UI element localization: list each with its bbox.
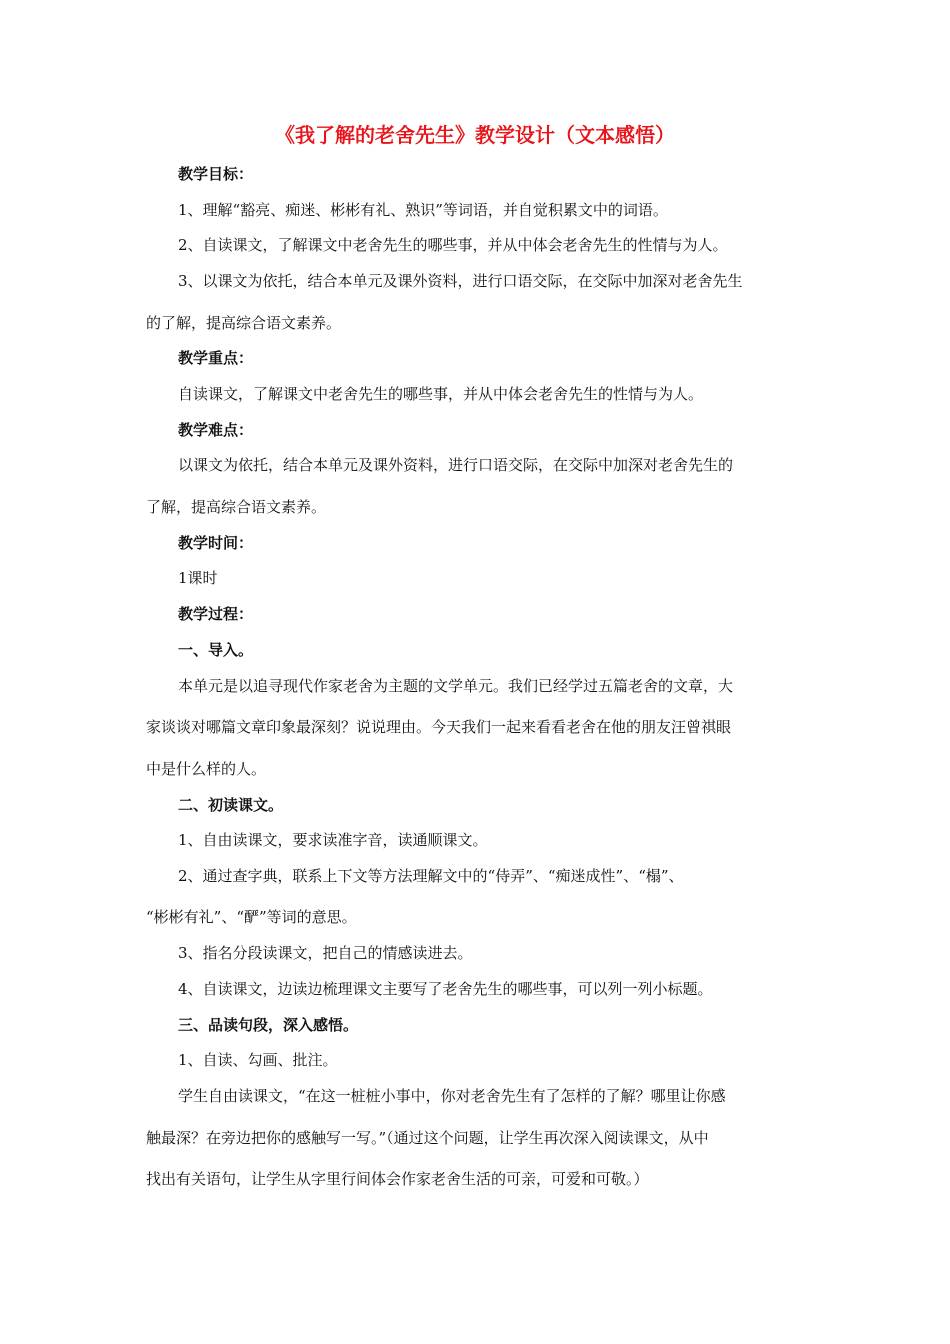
difficulties-heading: 教学难点：: [178, 421, 254, 439]
section-2-item-3: 3、指名分段读课文，把自己的情感读进去。: [178, 944, 473, 962]
section-2-heading: 二、初读课文。: [178, 796, 284, 814]
section-2-item-2-line-2: “彬彬有礼”、“酽”等词的意思。: [146, 908, 357, 926]
process-heading: 教学过程：: [178, 605, 254, 623]
section-3-line-3: 找出有关语句，让学生从字里行间体会作家老舍生活的可亲，可爱和可敬。）: [146, 1170, 649, 1188]
objective-item-1: 1、理解“豁亮、痴迷、彬彬有礼、熟识”等词语，并自觉积累文中的词语。: [178, 201, 668, 219]
objectives-heading: 教学目标：: [178, 165, 254, 183]
objective-item-2: 2、自读课文，了解课文中老舍先生的哪些事，并从中体会老舍先生的性情与为人。: [178, 236, 728, 254]
section-2-item-4: 4、自读课文，边读边梳理课文主要写了老舍先生的哪些事，可以列一列小标题。: [178, 980, 713, 998]
section-3-line-2: 触最深？在旁边把你的感触写一写。”（通过这个问题，让学生再次深入阅读课文，从中: [146, 1129, 709, 1147]
key-points-heading: 教学重点：: [178, 349, 254, 367]
objective-item-3-line-2: 的了解，提高综合语文素养。: [146, 314, 342, 332]
section-1-line-2: 家谈谈对哪篇文章印象最深刻？说说理由。今天我们一起来看看老舍在他的朋友汪曾祺眼: [146, 718, 732, 736]
key-points-text: 自读课文，了解课文中老舍先生的哪些事，并从中体会老舍先生的性情与为人。: [178, 385, 704, 403]
time-text: 1课时: [178, 569, 218, 587]
difficulties-line-2: 了解，提高综合语文素养。: [146, 498, 327, 516]
time-heading: 教学时间：: [178, 534, 254, 552]
section-1-heading: 一、导入。: [178, 641, 254, 659]
section-1-line-1: 本单元是以追寻现代作家老舍为主题的文学单元。我们已经学过五篇老舍的文章，大: [178, 677, 734, 695]
difficulties-line-1: 以课文为依托，结合本单元及课外资料，进行口语交际，在交际中加深对老舍先生的: [178, 456, 734, 474]
section-1-line-3: 中是什么样的人。: [146, 760, 267, 778]
section-3-heading: 三、品读句段，深入感悟。: [178, 1016, 359, 1034]
section-3-line-1: 学生自由读课文，“在这一桩桩小事中，你对老舍先生有了怎样的了解？哪里让你感: [178, 1087, 726, 1105]
section-3-item-1: 1、自读、勾画、批注。: [178, 1051, 338, 1069]
section-2-item-1: 1、自由读课文，要求读准字音，读通顺课文。: [178, 831, 488, 849]
document-title: 《我了解的老舍先生》教学设计（文本感悟）: [275, 123, 675, 147]
objective-item-3-line-1: 3、以课文为依托，结合本单元及课外资料，进行口语交际，在交际中加深对老舍先生: [178, 272, 743, 290]
section-2-item-2-line-1: 2、通过查字典，联系上下文等方法理解文中的“侍弄”、“痴迷成性”、“榻”、: [178, 867, 684, 885]
